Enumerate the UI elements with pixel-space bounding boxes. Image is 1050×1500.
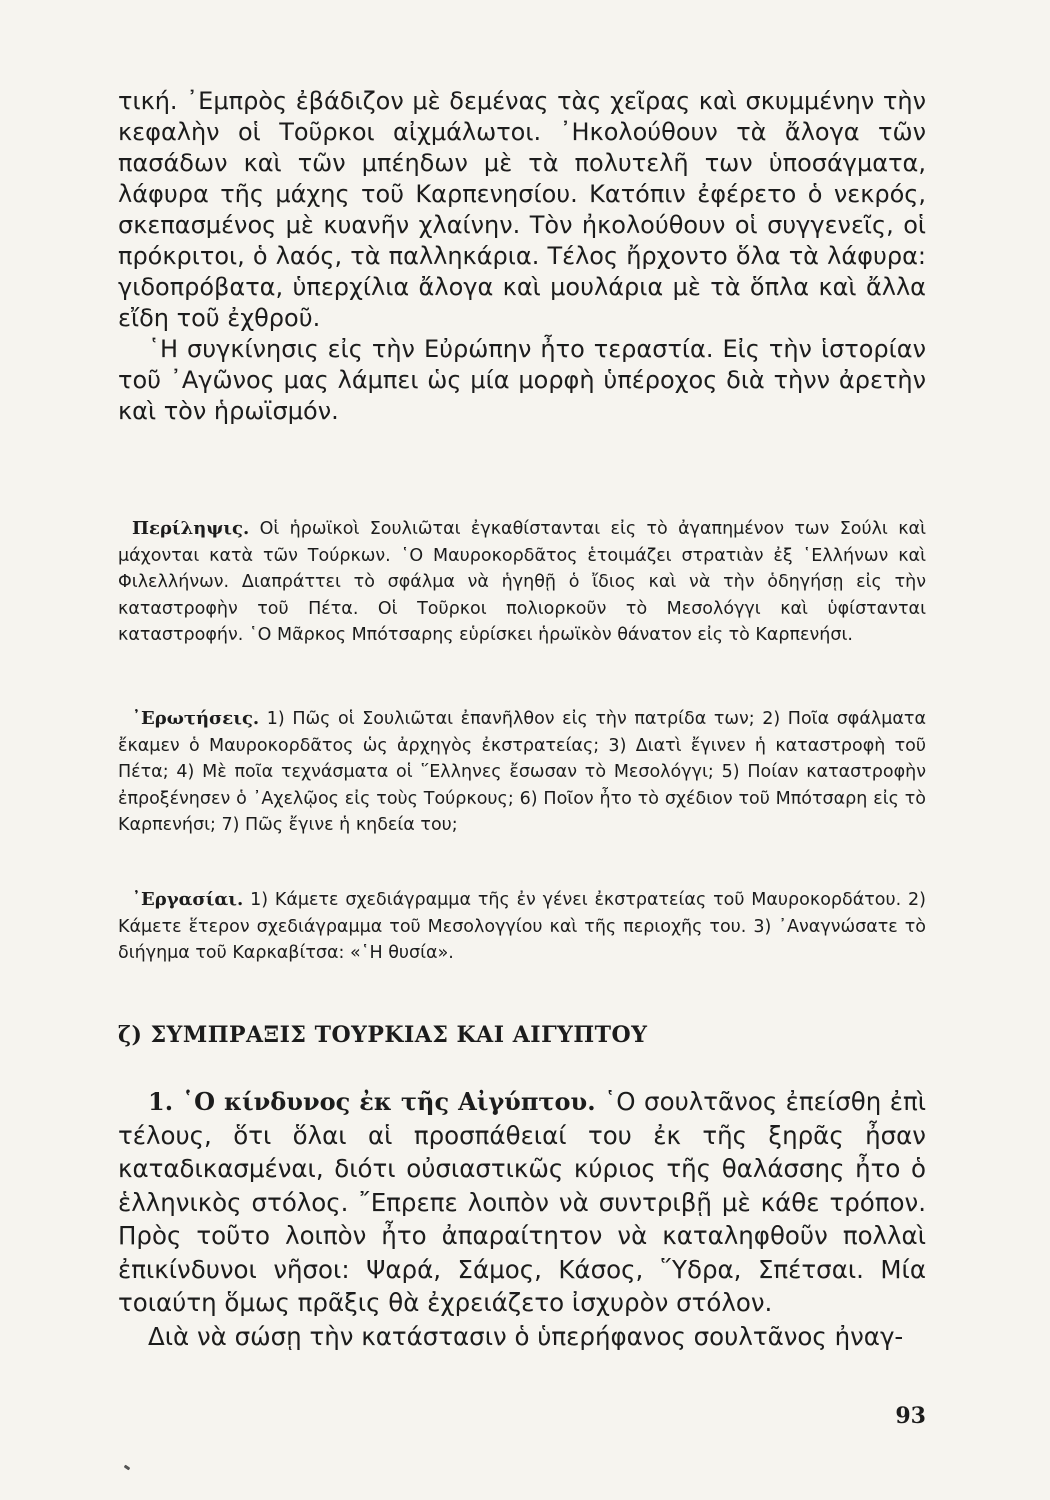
assignments-section xyxy=(118,887,926,967)
item-text: ῾Ο σουλτᾶνος ἐπείσθη ἐπὶ τέλους, ὅτι ὅλαι αἱ προσπάθειαί του ἐκ τῆς ξηρᾶς ἦσαν καταδικασμέναι, διότι οὐσιαστικῶς κύριος τῆς θαλάσσης ἦτο ὁ ἑλληνικὸς στόλος. ῎Επρεπε λοιπὸν νὰ συντριβῇ μὲ κάθε τρόπον. Πρὸς τοῦτο λοιπὸν ἦτο ἀπαραίτητον νὰ καταληφθοῦν πολλαὶ ἐπικίνδυνοι νῆσοι: Ψαρά, Σάμος, Κάσος, ῞Υδρα, Σπέτσαι. Μία τοιαύτη ὅμως πρᾶξις θὰ ἐχρειάζετο ἰσχυρὸν στόλον. xyxy=(118,1087,926,1317)
assignments-label: ᾿Εργασίαι. xyxy=(132,889,244,910)
item-heading: 1. ῾Ο κίνδυνος ἐκ τῆς Αἰγύπτου. xyxy=(148,1087,596,1116)
summary-paragraph xyxy=(118,516,926,649)
section-body xyxy=(118,1085,926,1353)
section-heading: ζ) ΣΥΜΠΡΑΞΙΣ ΤΟΥΡΚΙΑΣ ΚΑΙ ΑΙΓΥΠΤΟΥ xyxy=(118,1022,648,1048)
summary-text: Οἱ ἡρωϊκοὶ Σουλιῶται ἐγκαθίστανται εἰς τὸ ἀγαπημένον των Σούλι καὶ μάχονται κατὰ τῶν Τούρκων. ῾Ο Μαυροκορδᾶτος ἑτοιμάζει στρατιὰν ἐξ ῾Ελλήνων καὶ Φιλελλήνων. Διαπράττει τὸ σφάλμα νὰ ἡγηθῇ ὁ ἴδιος καὶ νὰ τὴν ὁδηγήσῃ εἰς τὴν καταστροφὴν τοῦ Πέτα. Οἱ Τοῦρκοι πολιορκοῦν τὸ Μεσολόγγι καὶ ὑφίστανται καταστροφήν. ῾Ο Μᾶρκος Μπότσαρης εὑρίσκει ἡρωϊκὸν θάνατον εἰς τὸ Καρπενήσι. xyxy=(118,519,926,645)
page-number: 93 xyxy=(895,1403,926,1429)
assignments-text: 1) Κάμετε σχεδιάγραμμα τῆς ἐν γένει ἐκστρατείας τοῦ Μαυροκορδάτου. 2) Κάμετε ἕτερον σχεδιάγραμμα τοῦ Μεσολογγίου καὶ τῆς περιοχῆς του. 3) ᾿Αναγνώσατε τὸ διήγημα τοῦ Καρκαβίτσα: «῾Η θυσία». xyxy=(118,890,926,963)
summary-label: Περίληψις. xyxy=(132,518,250,539)
questions-paragraph xyxy=(118,706,926,839)
assignments-paragraph xyxy=(118,887,926,967)
europe-paragraph: ῾Η συγκίνησις εἰς τὴν Εὐρώπην ἦτο τεραστία. Εἰς τὴν ἱστορίαν τοῦ ᾿Αγῶνος μας λάμπει ὡς μία μορφὴ ὑπέροχος διὰ τὴνν ἀρετὴν καὶ τὸν ἡρωϊσμόν. xyxy=(118,335,926,425)
summary-section xyxy=(118,516,926,649)
egypt-danger-paragraph xyxy=(118,1085,926,1320)
opening-paragraph: τική. ᾿Εμπρὸς ἐβάδιζον μὲ δεμένας τὰς χεῖρας καὶ σκυμμένην τὴν κεφαλὴν οἱ Τοῦρκοι αἰχμάλωτοι. ᾿Ηκολούθουν τὰ ἄλογα τῶν πασάδων καὶ τῶν μπέηδων μὲ τὰ πολυτελῆ των ὑποσάγματα, λάφυρα τῆς μάχης τοῦ Καρπενησίου. Κατόπιν ἐφέρετο ὁ νεκρός, σκεπασμένος μὲ κυανῆν χλαίνην. Τὸν ἠκολούθουν οἱ συγγενεῖς, οἱ πρόκριτοι, ὁ λαός, τὰ παλληκάρια. Τέλος ἤρχοντο ὅλα τὰ λάφυρα: γιδοπρόβατα, ὑπερχίλια ἄλογα καὶ μουλάρια μὲ τὰ ὅπλα καὶ ἄλλα εἴδη τοῦ ἐχθροῦ. xyxy=(118,87,926,332)
sultan-paragraph: Διὰ νὰ σώσῃ τὴν κατάστασιν ὁ ὑπερήφανος σουλτᾶνος ἠναγ- xyxy=(148,1321,904,1351)
opening-text xyxy=(118,86,926,427)
questions-text: 1) Πῶς οἱ Σουλιῶται ἐπανῆλθον εἰς τὴν πατρίδα των; 2) Ποῖα σφάλματα ἔκαμεν ὁ Μαυροκορδᾶτος ὡς ἀρχηγὸς ἐκστρατείας; 3) Διατὶ ἔγινεν ἡ καταστροφὴ τοῦ Πέτα; 4) Μὲ ποῖα τεχνάσματα οἱ ῞Ελληνες ἔσωσαν τὸ Μεσολόγγι; 5) Ποίαν καταστροφὴν ἐπροξένησεν ὁ ᾿Αχελῷος εἰς τοὺς Τούρκους; 6) Ποῖον ἦτο τὸ σχέδιον τοῦ Μπότσαρη εἰς τὸ Καρπενήσι; 7) Πῶς ἔγινε ἡ κηδεία του; xyxy=(118,709,926,835)
questions-section xyxy=(118,706,926,839)
questions-label: ᾿Ερωτήσεις. xyxy=(132,708,260,729)
ink-speck xyxy=(124,1465,131,1471)
